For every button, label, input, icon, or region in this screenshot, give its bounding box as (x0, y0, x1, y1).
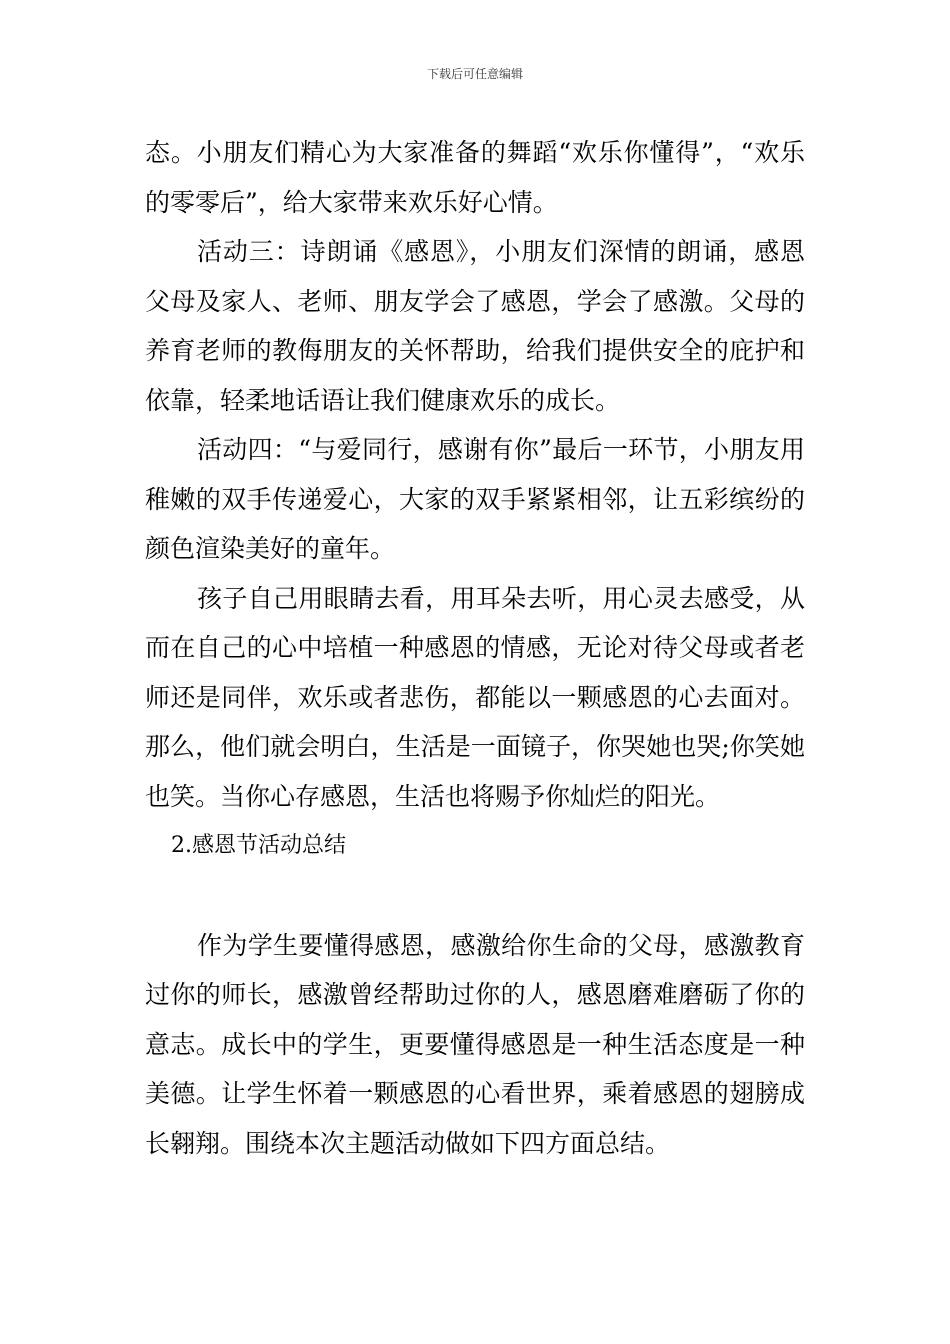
paragraph-activity-three: 活动三：诗朗诵《感恩》，小朋友们深情的朗诵，感恩父母及家人、老师、朋友学会了感恩，学会了感激。父母的养育老师的教侮朋友的关怀帮助，给我们提供安全的庇护和依靠，轻柔地话语让我们健康欢乐的成长。 (145, 237, 805, 415)
section-heading: 2.感恩节活动总结 (171, 833, 346, 858)
paragraph-summary: 作为学生要懂得感恩，感激给你生命的父母，感激教育过你的师长，感激曾经帮助过你的人，感恩磨难磨砺了你的意志。成长中的学生，更要懂得感恩是一种生活态度是一种美德。让学生怀着一颗感恩的心看世界，乘着感恩的翅膀成长翱翔。围绕本次主题活动做如下四方面总结。 (145, 930, 805, 1158)
paragraph-continuation: 态。小朋友们精心为大家准备的舞蹈“欢乐你懂得”，“欢乐的零零后”，给大家带来欢乐好心情。 (145, 138, 805, 217)
paragraph-reflection: 孩子自己用眼睛去看，用耳朵去听，用心灵去感受，从而在自己的心中培植一种感恩的情感，无论对待父母或者老师还是同伴，欢乐或者悲伤，都能以一颗感恩的心去面对。那么，他们就会明白，生活是一面镜子，你哭她也哭;你笑她也笑。当你心存感恩，生活也将赐予你灿烂的阳光。 (145, 583, 805, 811)
paragraph-activity-four: 活动四：“与爱同行，感谢有你”最后一环节，小朋友用稚嫩的双手传递爱心，大家的双手紧紧相邻，让五彩缤纷的颜色渲染美好的童年。 (145, 435, 805, 563)
document-body (145, 128, 805, 1168)
page-header: 下载后可任意编辑 (426, 67, 523, 81)
section-spacer (145, 871, 805, 921)
